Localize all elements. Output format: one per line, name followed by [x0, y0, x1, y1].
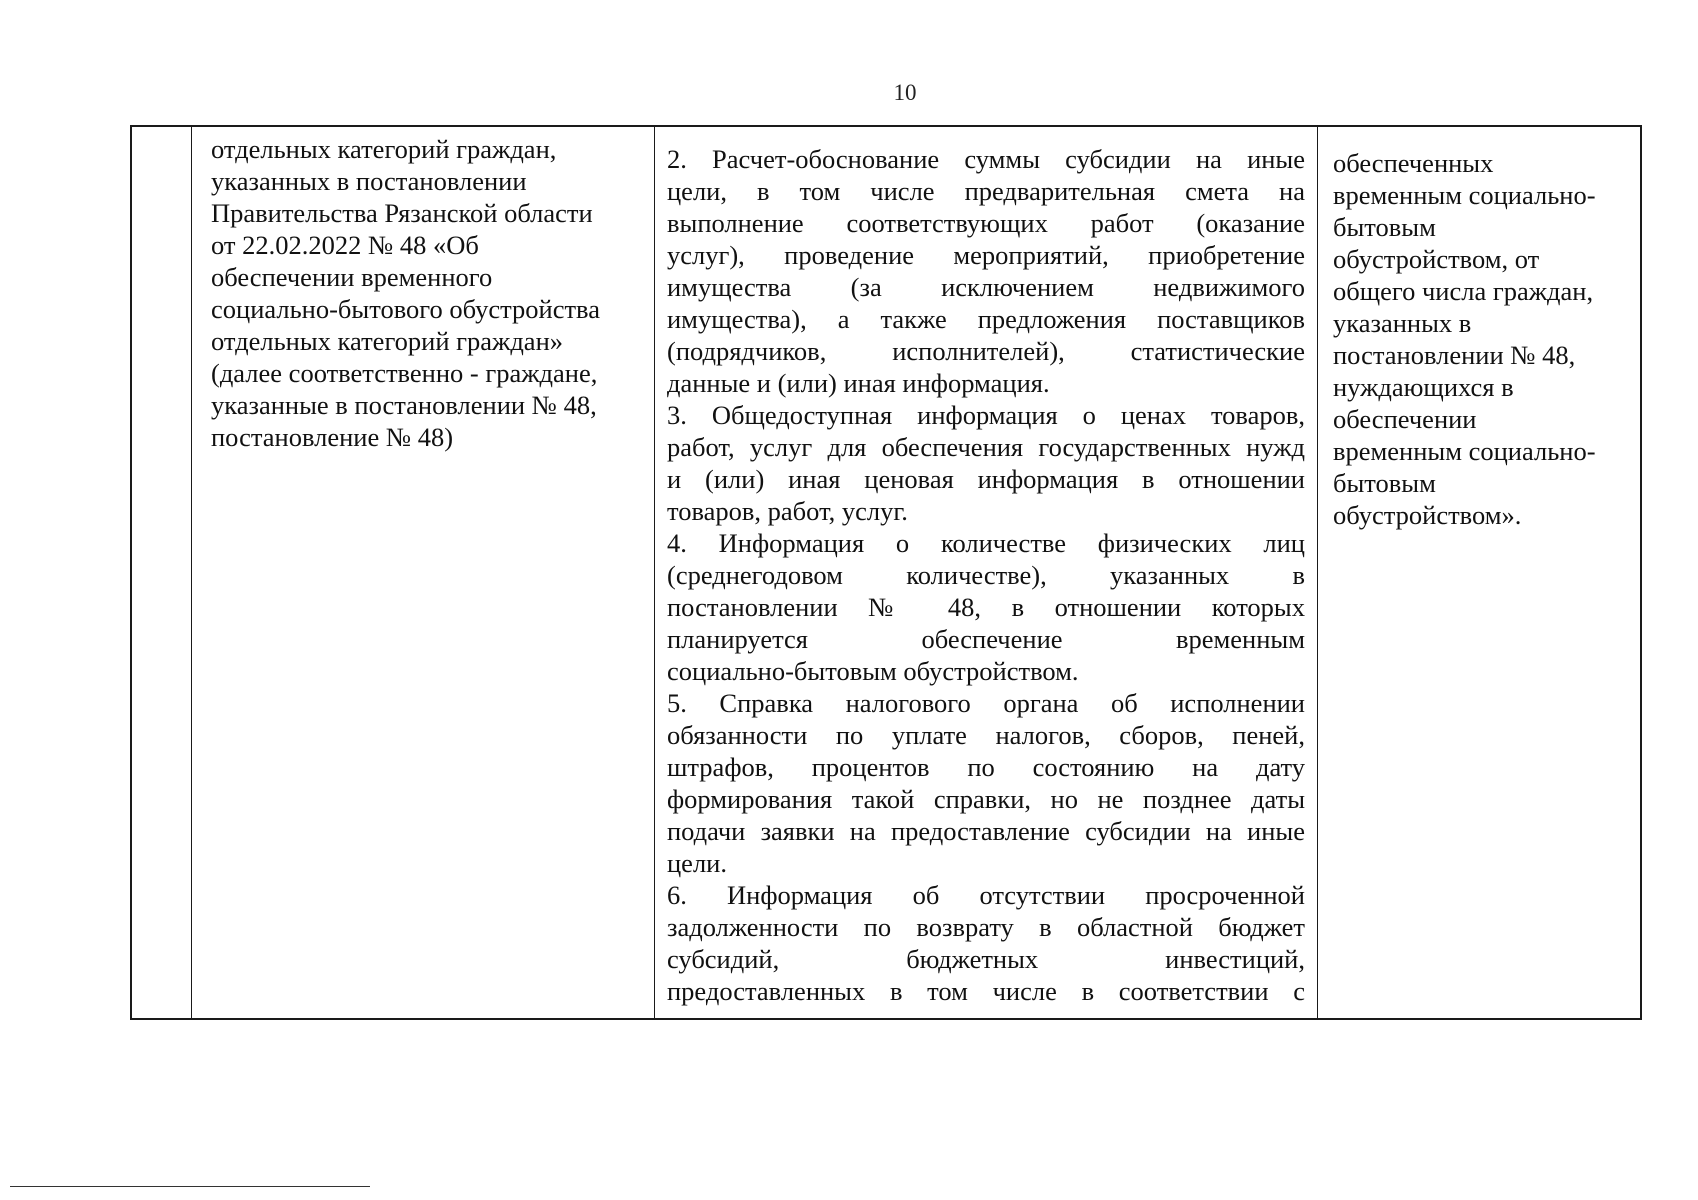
- table-cell-category: [192, 127, 655, 1018]
- category-text-line: от 22.02.2022 № 48 «Об: [211, 230, 479, 260]
- document-list-line: услуг), проведение мероприятий, приобретение: [667, 240, 1305, 270]
- document-list-line: подачи заявки на предоставление субсидии на иные: [667, 816, 1305, 846]
- indicator-text-line: бытовым: [1333, 468, 1436, 498]
- document-list-line: субсидий, бюджетных инвестиций,: [667, 944, 1305, 974]
- indicator-text-line: общего числа граждан,: [1333, 276, 1594, 306]
- category-text-line: Правительства Рязанской области: [211, 198, 593, 228]
- footnote-rule: [10, 1186, 370, 1187]
- category-text-line: указанных в постановлении: [211, 166, 527, 196]
- indicator-text-line: нуждающихся в: [1333, 372, 1514, 402]
- document-list-item: [667, 399, 1305, 527]
- category-text-line: постановление № 48): [211, 422, 454, 452]
- document-list-line: 4. Информация о количестве физических лиц: [667, 528, 1305, 558]
- category-text-line: (далее соответственно - граждане,: [211, 358, 598, 388]
- document-list-line: обязанности по уплате налогов, сборов, пеней,: [667, 720, 1305, 750]
- category-text-line: отдельных категорий граждан,: [211, 134, 557, 164]
- table-cell-documents: [655, 127, 1318, 1018]
- document-list-item: [667, 143, 1305, 399]
- document-list-line: имущества (за исключением недвижимого: [667, 272, 1305, 302]
- category-text-line: указанные в постановлении № 48,: [211, 390, 597, 420]
- document-list-line: выполнение соответствующих работ (оказание: [667, 208, 1305, 238]
- document-list-line: 5. Справка налогового органа об исполнении: [667, 688, 1305, 718]
- document-list-line: формирования такой справки, но не позднее даты: [667, 784, 1305, 814]
- document-list-line: задолженности по возврату в областной бюджет: [667, 912, 1305, 942]
- indicator-text-line: обустройством».: [1333, 500, 1522, 530]
- document-list-line: данные и (или) иная информация.: [667, 368, 1050, 398]
- document-list-line: социально-бытовым обустройством.: [667, 656, 1079, 686]
- document-list-item: [667, 527, 1305, 687]
- category-text-line: обеспечении временного: [211, 262, 493, 292]
- document-list-item: [667, 879, 1305, 1007]
- category-text-line: отдельных категорий граждан»: [211, 326, 564, 356]
- document-list-line: цели, в том числе предварительная смета на: [667, 176, 1305, 206]
- document-list-line: цели.: [667, 848, 727, 878]
- document-list-line: товаров, работ, услуг.: [667, 496, 908, 526]
- page-number: 10: [893, 80, 917, 105]
- document-list-line: 2. Расчет-обоснование суммы субсидии на иные: [667, 144, 1305, 174]
- document-list-line: (подрядчиков, исполнителей), статистические: [667, 336, 1305, 366]
- document-list-line: имущества), а также предложения поставщиков: [667, 304, 1305, 334]
- table-cell-number: [132, 127, 192, 1018]
- indicator-text-line: временным социально-: [1333, 180, 1596, 210]
- indicator-text-line: обустройством, от: [1333, 244, 1540, 274]
- document-table: [130, 125, 1642, 1020]
- document-list-line: работ, услуг для обеспечения государственных нужд: [667, 432, 1305, 462]
- document-list-line: предоставленных в том числе в соответствии с: [667, 976, 1305, 1006]
- document-list-item: [667, 687, 1305, 879]
- document-list-line: планируется обеспечение временным: [667, 624, 1305, 654]
- table-cell-indicator: [1318, 127, 1640, 1018]
- indicator-text-line: обеспечении: [1333, 404, 1477, 434]
- document-list-line: (среднегодовом количестве), указанных в: [667, 560, 1305, 590]
- indicator-text-line: бытовым: [1333, 212, 1436, 242]
- indicator-text-line: указанных в: [1333, 308, 1472, 338]
- document-list-line: штрафов, процентов по состоянию на дату: [667, 752, 1305, 782]
- document-list-line: 3. Общедоступная информация о ценах товаров,: [667, 400, 1305, 430]
- indicator-text-line: обеспеченных: [1333, 148, 1494, 178]
- document-list-line: 6. Информация об отсутствии просроченной: [667, 880, 1305, 910]
- document-list-line: постановлении № 48, в отношении которых: [667, 592, 1305, 622]
- category-text-line: социально-бытового обустройства: [211, 294, 600, 324]
- indicator-text-line: постановлении № 48,: [1333, 340, 1576, 370]
- indicator-text-line: временным социально-: [1333, 436, 1596, 466]
- document-list-line: и (или) иная ценовая информация в отношении: [667, 464, 1305, 494]
